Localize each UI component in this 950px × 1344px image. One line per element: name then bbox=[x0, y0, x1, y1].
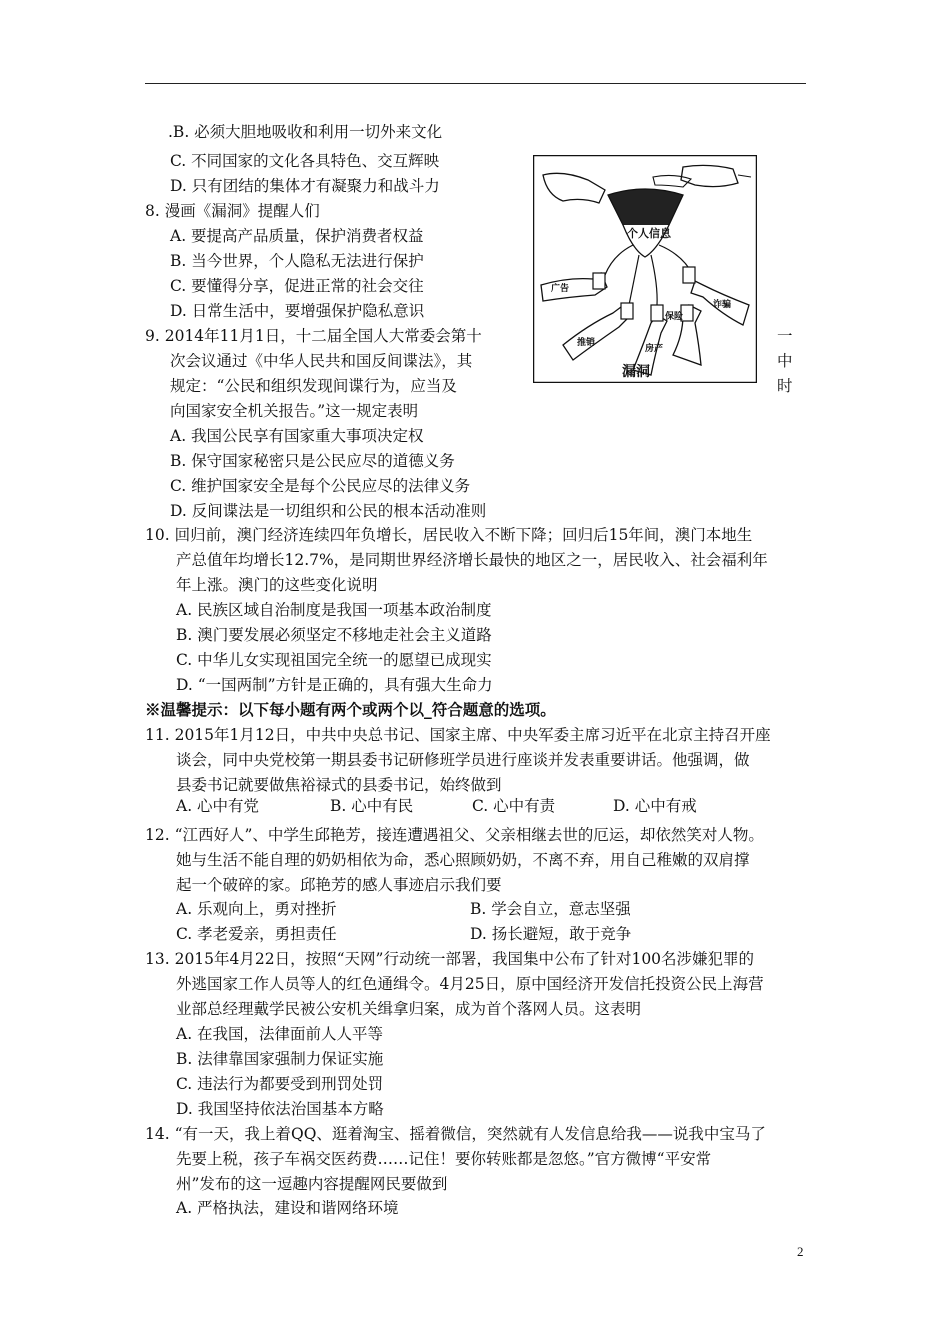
cartoon-drawing bbox=[533, 155, 757, 383]
q11-option-a: A. 心中有党 bbox=[176, 797, 260, 815]
q9-stem-line2: 次会议通过《中华人民共和国反间谍法》，其 bbox=[170, 352, 473, 370]
cup-label-sales: 推销 bbox=[577, 338, 596, 348]
cup-label-fraud: 诈骗 bbox=[713, 300, 732, 310]
q9-side-char-2: 中 bbox=[777, 352, 793, 370]
q13-option-c: C. 违法行为都要受到刑罚处罚 bbox=[176, 1075, 384, 1093]
q9-side-char-3: 时 bbox=[777, 377, 793, 395]
q12-option-b: B. 学会自立，意志坚强 bbox=[470, 900, 631, 918]
q10-option-a: A. 民族区域自治制度是我国一项基本政治制度 bbox=[176, 601, 492, 619]
q9-stem-line3: 规定：“公民和组织发现间谍行为，应当及 bbox=[170, 377, 457, 395]
q9-option-a: A. 我国公民享有国家重大事项决定权 bbox=[170, 427, 424, 445]
q11-option-d: D. 心中有戒 bbox=[613, 797, 697, 815]
q10-stem-line3: 年上涨。澳门的这些变化说明 bbox=[176, 576, 378, 594]
q14-option-a: A. 严格执法，建设和谐网络环境 bbox=[176, 1199, 399, 1217]
q7-option-b: .B. 必须大胆地吸收和利用一切外来文化 bbox=[168, 123, 443, 141]
q12-stem-line1: 12. “江西好人”、中学生邱艳芳，接连遭遇祖父、父亲相继去世的厄运，却依然笑对人物。 bbox=[145, 826, 764, 844]
q12-stem-line2: 她与生活不能自理的奶奶相依为命，悉心照顾奶奶，不离不弃，用自己稚嫩的双肩撑 bbox=[176, 851, 750, 869]
multi-choice-tip: ※温馨提示：以下每小题有两个或两个以_符合题意的选项。 bbox=[145, 700, 556, 719]
cup-label-insurance: 保险 bbox=[665, 312, 684, 322]
q13-option-a: A. 在我国，法律面前人人平等 bbox=[176, 1025, 384, 1043]
q10-option-d: D. “一国两制”方针是正确的，具有强大生命力 bbox=[176, 676, 493, 694]
q11-option-c: C. 心中有责 bbox=[472, 797, 556, 815]
q12-option-a: A. 乐观向上，勇对挫折 bbox=[176, 900, 337, 918]
q13-stem-line2: 外逃国家工作人员等人的红色通缉令。4月25日，原中国经济开发信托投资公民上海营 bbox=[176, 975, 764, 993]
q11-option-b: B. 心中有民 bbox=[330, 797, 414, 815]
q8-option-b: B. 当今世界，个人隐私无法进行保护 bbox=[170, 252, 424, 270]
q10-option-c: C. 中华儿女实现祖国完全统一的愿望已成现实 bbox=[176, 651, 492, 669]
q10-stem-line2: 产总值年均增长12.7%，是同期世界经济增长最快的地区之一，居民收入、社会福利年 bbox=[176, 551, 768, 569]
q10-stem-line1: 10. 回归前，澳门经济连续四年负增长，居民收入不断下降；回归后15年间，澳门本地生 bbox=[145, 526, 753, 544]
page-number: 2 bbox=[797, 1244, 804, 1259]
q13-stem-line3: 业部总经理戴学民被公安机关缉拿归案，成为首个落网人员。这表明 bbox=[176, 1000, 642, 1018]
bag-label: 个人信息 bbox=[627, 227, 671, 240]
q11-stem-line1: 11. 2015年1月12日，中共中央总书记、国家主席、中央军委主席习近平在北京主持召开座 bbox=[145, 726, 771, 744]
q8-stem: 8. 漫画《漏洞》提醒人们 bbox=[145, 202, 320, 220]
q9-option-c: C. 维护国家安全是每个公民应尽的法律义务 bbox=[170, 477, 471, 495]
q13-option-d: D. 我国坚持依法治国基本方略 bbox=[176, 1100, 384, 1118]
q11-stem-line2: 谈会，同中央党校第一期县委书记研修班学员进行座谈并发表重要讲话。他强调，做 bbox=[176, 751, 750, 769]
q9-side-char-1: 一 bbox=[777, 327, 793, 345]
q8-option-c: C. 要懂得分享，促进正常的社会交往 bbox=[170, 277, 424, 295]
q12-option-c: C. 孝老爱亲，勇担责任 bbox=[176, 925, 337, 943]
q8-option-d: D. 日常生活中，要增强保护隐私意识 bbox=[170, 302, 425, 320]
cartoon-loophole bbox=[533, 155, 757, 383]
q10-option-b: B. 澳门要发展必须坚定不移地走社会主义道路 bbox=[176, 626, 492, 644]
q12-stem-line3: 起一个破碎的家。邱艳芳的感人事迹启示我们要 bbox=[176, 876, 502, 894]
q14-stem-line1: 14. “有一天，我上着QQ、逛着淘宝、摇着微信，突然就有人发信息给我——说我中宝马了 bbox=[145, 1125, 766, 1143]
q11-stem-line3: 县委书记就要做焦裕禄式的县委书记，始终做到 bbox=[176, 776, 502, 794]
q9-stem-line1: 9. 2014年11月1日，十二届全国人大常委会第十 bbox=[145, 327, 482, 345]
cup-label-realestate: 房产 bbox=[645, 344, 664, 354]
q14-stem-line2: 先要上税，孩子车祸交医药费……记住！要你转账都是忽悠。”官方微博“平安常 bbox=[176, 1150, 712, 1168]
q7-option-c: C. 不同国家的文化各具特色、交互辉映 bbox=[170, 152, 440, 170]
q14-stem-line3: 州”发布的这一逗趣内容提醒网民要做到 bbox=[176, 1175, 448, 1193]
cup-label-ad: 广告 bbox=[551, 284, 570, 294]
q9-option-b: B. 保守国家秘密只是公民应尽的道德义务 bbox=[170, 452, 455, 470]
q8-option-a: A. 要提高产品质量，保护消费者权益 bbox=[170, 227, 424, 245]
q13-stem-line1: 13. 2015年4月22日，按照“天网”行动统一部署，我国集中公布了针对100名涉嫌犯罪的 bbox=[145, 950, 755, 968]
header-rule bbox=[145, 83, 806, 84]
q12-option-d: D. 扬长避短，敢于竞争 bbox=[470, 925, 632, 943]
q9-option-d: D. 反间谍法是一切组织和公民的根本活动准则 bbox=[170, 502, 487, 520]
q9-stem-line4: 向国家安全机关报告。”这一规定表明 bbox=[170, 402, 419, 420]
q7-option-d: D. 只有团结的集体才有凝聚力和战斗力 bbox=[170, 177, 440, 195]
cartoon-caption: 漏洞 bbox=[622, 364, 650, 380]
q13-option-b: B. 法律靠国家强制力保证实施 bbox=[176, 1050, 384, 1068]
